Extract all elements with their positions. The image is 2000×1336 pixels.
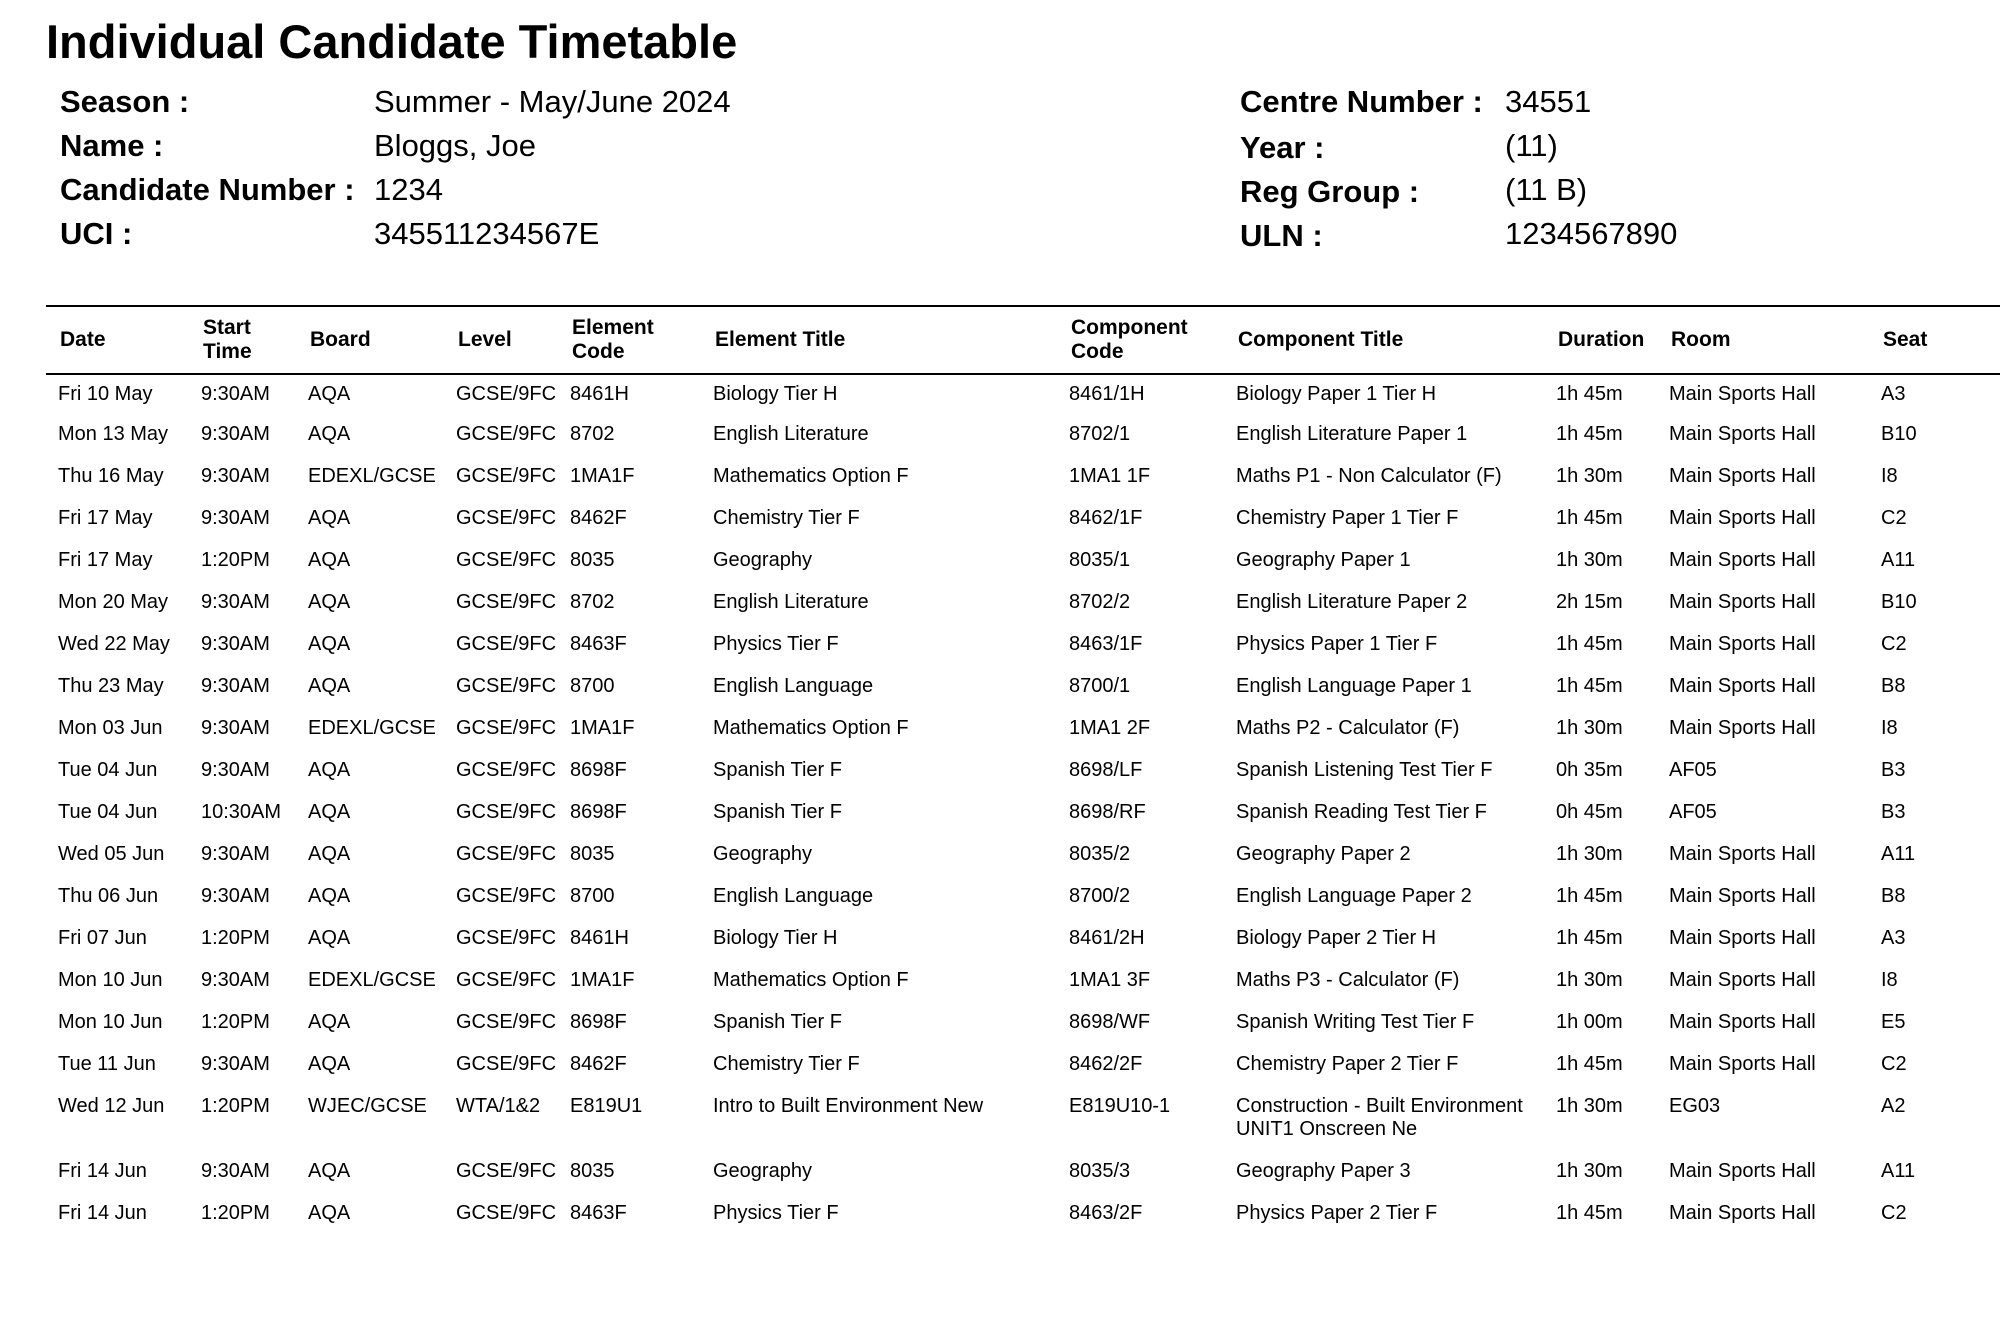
date-cell: Thu 16 May — [58, 465, 164, 487]
date-cell: Fri 17 May — [58, 549, 153, 571]
date-cell: Fri 07 Jun — [58, 927, 147, 949]
seat-cell: C2 — [1881, 633, 1907, 655]
component-title-cell: Physics Paper 2 Tier F — [1236, 1202, 1438, 1224]
room-cell: Main Sports Hall — [1669, 383, 1816, 405]
board-cell: AQA — [308, 423, 351, 445]
element-code-cell: 8463F — [570, 633, 627, 655]
seat-cell: A3 — [1881, 383, 1906, 405]
component-title-cell: Geography Paper 1 — [1236, 549, 1411, 571]
centre-number-value: 34551 — [1505, 84, 1592, 119]
duration-cell: 1h 30m — [1556, 465, 1623, 487]
date-cell: Mon 10 Jun — [58, 1011, 163, 1033]
room-cell: Main Sports Hall — [1669, 591, 1816, 613]
component-code-cell: 8702/2 — [1069, 591, 1131, 613]
year-value: (11) — [1505, 128, 1558, 163]
room-cell: Main Sports Hall — [1669, 927, 1816, 949]
seat-cell: A3 — [1881, 927, 1906, 949]
room-cell: Main Sports Hall — [1669, 633, 1816, 655]
date-cell: Mon 20 May — [58, 591, 169, 613]
element-code-cell: 8463F — [570, 1202, 627, 1224]
level-cell: GCSE/9FC — [456, 927, 557, 949]
season-label: Season : — [60, 84, 190, 119]
element-title-cell: Chemistry Tier F — [713, 1053, 860, 1075]
component-code-cell: 8700/1 — [1069, 675, 1131, 697]
board-cell: AQA — [308, 549, 351, 571]
date-cell: Mon 03 Jun — [58, 717, 163, 739]
table-row — [46, 374, 2000, 416]
level-cell: GCSE/9FC — [456, 675, 557, 697]
room-cell: Main Sports Hall — [1669, 1053, 1816, 1075]
component-title-cell: Spanish Reading Test Tier F — [1236, 801, 1487, 823]
reg-group-value: (11 B) — [1505, 172, 1588, 207]
seat-cell: I8 — [1881, 465, 1898, 487]
element-code-cell: 8035 — [570, 843, 615, 865]
element-code-cell: 1MA1F — [570, 465, 635, 487]
seat-cell: A11 — [1881, 843, 1916, 865]
date-cell: Thu 06 Jun — [58, 885, 159, 907]
uci-label: UCI : — [60, 216, 133, 251]
room-cell: AF05 — [1669, 759, 1717, 781]
component-code-cell: 1MA1 3F — [1069, 969, 1151, 991]
duration-cell: 1h 45m — [1556, 1202, 1623, 1224]
element-code-cell: 1MA1F — [570, 717, 635, 739]
component-title-cell: Spanish Listening Test Tier F — [1236, 759, 1493, 781]
board-cell: AQA — [308, 1053, 351, 1075]
element-title-cell: Biology Tier H — [713, 383, 838, 405]
date-cell: Mon 10 Jun — [58, 969, 163, 991]
board-cell: AQA — [308, 801, 351, 823]
board-cell: AQA — [308, 927, 351, 949]
room-cell: Main Sports Hall — [1669, 885, 1816, 907]
date-cell: Mon 13 May — [58, 423, 169, 445]
element-title-cell: Intro to Built Environment New — [713, 1095, 984, 1117]
element-code-cell: 8698F — [570, 801, 627, 823]
column-header-start-time: Start Time — [189, 306, 296, 374]
table-row — [46, 542, 2000, 584]
element-title-cell: Biology Tier H — [713, 927, 838, 949]
duration-cell: 1h 30m — [1556, 549, 1623, 571]
table-row — [46, 500, 2000, 542]
element-title-cell: English Literature — [713, 591, 869, 613]
seat-cell: B10 — [1881, 591, 1917, 613]
table-row — [46, 416, 2000, 458]
seat-cell: B8 — [1881, 885, 1906, 907]
board-cell: AQA — [308, 1011, 351, 1033]
table-row — [46, 752, 2000, 794]
start-time-cell: 9:30AM — [201, 633, 270, 655]
seat-cell: C2 — [1881, 1202, 1907, 1224]
start-time-cell: 9:30AM — [201, 507, 270, 529]
component-code-cell: 1MA1 2F — [1069, 717, 1151, 739]
level-cell: GCSE/9FC — [456, 423, 557, 445]
board-cell: EDEXL/GCSE — [308, 465, 436, 487]
date-cell: Fri 14 Jun — [58, 1202, 147, 1224]
duration-cell: 1h 45m — [1556, 885, 1623, 907]
component-code-cell: 8463/2F — [1069, 1202, 1143, 1224]
centre-number-label: Centre Number : — [1240, 84, 1483, 119]
component-code-cell: 8700/2 — [1069, 885, 1131, 907]
element-title-cell: English Language — [713, 675, 874, 697]
component-title-cell: Maths P1 - Non Calculator (F) — [1236, 465, 1502, 487]
element-title-cell: Physics Tier F — [713, 633, 839, 655]
year-label: Year : — [1240, 130, 1325, 165]
component-title-cell: English Literature Paper 1 — [1236, 423, 1468, 445]
uci-value: 345511234567E — [374, 216, 600, 251]
component-code-cell: 8463/1F — [1069, 633, 1143, 655]
column-header-component-code: Component Code — [1057, 306, 1224, 374]
component-title-cell: Construction - Built Environment UNIT1 Onscreen Ne — [1236, 1095, 1523, 1140]
component-title-cell: Geography Paper 2 — [1236, 843, 1411, 865]
level-cell: WTA/1&2 — [456, 1095, 541, 1117]
element-title-cell: Mathematics Option F — [713, 969, 909, 991]
element-code-cell: 1MA1F — [570, 969, 635, 991]
level-cell: GCSE/9FC — [456, 383, 557, 405]
duration-cell: 0h 35m — [1556, 759, 1623, 781]
timetable-body — [46, 374, 2000, 1237]
seat-cell: I8 — [1881, 969, 1898, 991]
start-time-cell: 9:30AM — [201, 843, 270, 865]
element-code-cell: 8462F — [570, 1053, 627, 1075]
duration-cell: 1h 45m — [1556, 927, 1623, 949]
table-row — [46, 1153, 2000, 1195]
room-cell: Main Sports Hall — [1669, 507, 1816, 529]
duration-cell: 1h 45m — [1556, 383, 1623, 405]
component-code-cell: 8035/1 — [1069, 549, 1131, 571]
component-code-cell: 8035/3 — [1069, 1160, 1131, 1182]
seat-cell: C2 — [1881, 507, 1907, 529]
component-code-cell: 8462/2F — [1069, 1053, 1143, 1075]
seat-cell: A11 — [1881, 1160, 1916, 1182]
reg-group-label: Reg Group : — [1240, 174, 1420, 209]
level-cell: GCSE/9FC — [456, 759, 557, 781]
date-cell: Tue 04 Jun — [58, 801, 158, 823]
table-row — [46, 458, 2000, 500]
start-time-cell: 1:20PM — [201, 1202, 270, 1224]
level-cell: GCSE/9FC — [456, 1160, 557, 1182]
board-cell: AQA — [308, 591, 351, 613]
date-cell: Wed 22 May — [58, 633, 170, 655]
level-cell: GCSE/9FC — [456, 1053, 557, 1075]
element-title-cell: Mathematics Option F — [713, 717, 909, 739]
level-cell: GCSE/9FC — [456, 633, 557, 655]
candidate-number-label: Candidate Number : — [60, 172, 355, 207]
date-cell: Fri 14 Jun — [58, 1160, 147, 1182]
component-code-cell: 8461/2H — [1069, 927, 1145, 949]
component-code-cell: 8698/RF — [1069, 801, 1146, 823]
table-row — [46, 1004, 2000, 1046]
element-title-cell: Mathematics Option F — [713, 465, 909, 487]
uln-value: 1234567890 — [1505, 216, 1678, 251]
table-row — [46, 584, 2000, 626]
seat-cell: B3 — [1881, 801, 1906, 823]
start-time-cell: 10:30AM — [201, 801, 282, 823]
component-code-cell: 8698/LF — [1069, 759, 1143, 781]
duration-cell: 0h 45m — [1556, 801, 1623, 823]
date-cell: Thu 23 May — [58, 675, 164, 697]
element-title-cell: Geography — [713, 549, 812, 571]
start-time-cell: 9:30AM — [201, 423, 270, 445]
component-title-cell: Spanish Writing Test Tier F — [1236, 1011, 1475, 1033]
element-code-cell: 8461H — [570, 383, 629, 405]
candidate-number-value: 1234 — [374, 172, 443, 207]
component-code-cell: 8461/1H — [1069, 383, 1145, 405]
element-title-cell: Chemistry Tier F — [713, 507, 860, 529]
level-cell: GCSE/9FC — [456, 591, 557, 613]
column-header-duration: Duration — [1544, 306, 1657, 374]
seat-cell: A2 — [1881, 1095, 1906, 1117]
room-cell: AF05 — [1669, 801, 1717, 823]
table-row — [46, 1046, 2000, 1088]
duration-cell: 1h 45m — [1556, 675, 1623, 697]
seat-cell: B10 — [1881, 423, 1917, 445]
element-title-cell: English Literature — [713, 423, 869, 445]
start-time-cell: 9:30AM — [201, 1160, 270, 1182]
element-title-cell: Geography — [713, 1160, 812, 1182]
element-title-cell: Geography — [713, 843, 812, 865]
start-time-cell: 9:30AM — [201, 969, 270, 991]
room-cell: Main Sports Hall — [1669, 1011, 1816, 1033]
column-header-room: Room — [1657, 306, 1869, 374]
uln-label: ULN : — [1240, 218, 1323, 253]
level-cell: GCSE/9FC — [456, 549, 557, 571]
start-time-cell: 9:30AM — [201, 675, 270, 697]
board-cell: AQA — [308, 759, 351, 781]
element-title-cell: Spanish Tier F — [713, 759, 842, 781]
start-time-cell: 1:20PM — [201, 1095, 270, 1117]
board-cell: EDEXL/GCSE — [308, 717, 436, 739]
element-code-cell: 8461H — [570, 927, 629, 949]
room-cell: Main Sports Hall — [1669, 843, 1816, 865]
element-title-cell: Physics Tier F — [713, 1202, 839, 1224]
timetable-table — [46, 305, 2000, 1237]
duration-cell: 1h 30m — [1556, 1095, 1623, 1117]
start-time-cell: 9:30AM — [201, 717, 270, 739]
seat-cell: E5 — [1881, 1011, 1906, 1033]
seat-cell: C2 — [1881, 1053, 1907, 1075]
table-row — [46, 962, 2000, 1004]
column-header-date: Date — [46, 306, 189, 374]
date-cell: Wed 12 Jun — [58, 1095, 165, 1117]
date-cell: Fri 10 May — [58, 383, 153, 405]
duration-cell: 1h 45m — [1556, 1053, 1623, 1075]
duration-cell: 1h 30m — [1556, 969, 1623, 991]
name-label: Name : — [60, 128, 164, 163]
element-title-cell: Spanish Tier F — [713, 1011, 842, 1033]
level-cell: GCSE/9FC — [456, 969, 557, 991]
board-cell: AQA — [308, 1160, 351, 1182]
duration-cell: 1h 30m — [1556, 1160, 1623, 1182]
element-code-cell: 8702 — [570, 591, 615, 613]
column-header-element-title: Element Title — [701, 306, 1057, 374]
board-cell: EDEXL/GCSE — [308, 969, 436, 991]
seat-cell: A11 — [1881, 549, 1916, 571]
room-cell: Main Sports Hall — [1669, 549, 1816, 571]
duration-cell: 2h 15m — [1556, 591, 1623, 613]
room-cell: Main Sports Hall — [1669, 675, 1816, 697]
table-row — [46, 668, 2000, 710]
start-time-cell: 1:20PM — [201, 927, 270, 949]
table-row — [46, 878, 2000, 920]
table-row — [46, 710, 2000, 752]
level-cell: GCSE/9FC — [456, 843, 557, 865]
component-title-cell: Maths P2 - Calculator (F) — [1236, 717, 1460, 739]
element-code-cell: 8462F — [570, 507, 627, 529]
seat-cell: I8 — [1881, 717, 1898, 739]
component-code-cell: 8702/1 — [1069, 423, 1131, 445]
room-cell: EG03 — [1669, 1095, 1721, 1117]
component-code-cell: 8698/WF — [1069, 1011, 1151, 1033]
board-cell: WJEC/GCSE — [308, 1095, 427, 1117]
column-header-board: Board — [296, 306, 444, 374]
start-time-cell: 1:20PM — [201, 1011, 270, 1033]
page-title: Individual Candidate Timetable — [46, 15, 738, 68]
board-cell: AQA — [308, 633, 351, 655]
room-cell: Main Sports Hall — [1669, 423, 1816, 445]
level-cell: GCSE/9FC — [456, 465, 557, 487]
start-time-cell: 9:30AM — [201, 759, 270, 781]
component-title-cell: Physics Paper 1 Tier F — [1236, 633, 1438, 655]
level-cell: GCSE/9FC — [456, 507, 557, 529]
element-code-cell: 8702 — [570, 423, 615, 445]
element-code-cell: 8700 — [570, 885, 615, 907]
duration-cell: 1h 30m — [1556, 717, 1623, 739]
component-title-cell: English Literature Paper 2 — [1236, 591, 1468, 613]
column-header-component-title: Component Title — [1224, 306, 1544, 374]
date-cell: Wed 05 Jun — [58, 843, 165, 865]
element-code-cell: 8035 — [570, 1160, 615, 1182]
column-header-level: Level — [444, 306, 558, 374]
component-title-cell: English Language Paper 1 — [1236, 675, 1472, 697]
start-time-cell: 9:30AM — [201, 885, 270, 907]
table-row — [46, 794, 2000, 836]
board-cell: AQA — [308, 843, 351, 865]
level-cell: GCSE/9FC — [456, 885, 557, 907]
element-title-cell: Spanish Tier F — [713, 801, 842, 823]
table-row — [46, 920, 2000, 962]
board-cell: AQA — [308, 675, 351, 697]
component-title-cell: Biology Paper 2 Tier H — [1236, 927, 1437, 949]
component-code-cell: E819U10-1 — [1069, 1095, 1171, 1117]
room-cell: Main Sports Hall — [1669, 465, 1816, 487]
date-cell: Tue 04 Jun — [58, 759, 158, 781]
date-cell: Fri 17 May — [58, 507, 153, 529]
duration-cell: 1h 45m — [1556, 423, 1623, 445]
duration-cell: 1h 00m — [1556, 1011, 1623, 1033]
seat-cell: B8 — [1881, 675, 1906, 697]
column-header-element-code: Element Code — [558, 306, 701, 374]
level-cell: GCSE/9FC — [456, 1202, 557, 1224]
start-time-cell: 9:30AM — [201, 465, 270, 487]
component-title-cell: English Language Paper 2 — [1236, 885, 1472, 907]
start-time-cell: 9:30AM — [201, 1053, 270, 1075]
start-time-cell: 9:30AM — [201, 383, 270, 405]
component-title-cell: Maths P3 - Calculator (F) — [1236, 969, 1460, 991]
date-cell: Tue 11 Jun — [58, 1053, 156, 1075]
room-cell: Main Sports Hall — [1669, 969, 1816, 991]
board-cell: AQA — [308, 1202, 351, 1224]
element-title-cell: English Language — [713, 885, 874, 907]
duration-cell: 1h 45m — [1556, 507, 1623, 529]
component-title-cell: Chemistry Paper 2 Tier F — [1236, 1053, 1459, 1075]
room-cell: Main Sports Hall — [1669, 1160, 1816, 1182]
element-code-cell: 8700 — [570, 675, 615, 697]
duration-cell: 1h 30m — [1556, 843, 1623, 865]
room-cell: Main Sports Hall — [1669, 1202, 1816, 1224]
level-cell: GCSE/9FC — [456, 801, 557, 823]
component-code-cell: 1MA1 1F — [1069, 465, 1151, 487]
component-title-cell: Biology Paper 1 Tier H — [1236, 383, 1437, 405]
column-header-seat: Seat — [1869, 306, 2000, 374]
seat-cell: B3 — [1881, 759, 1906, 781]
season-value: Summer - May/June 2024 — [374, 84, 731, 119]
component-title-cell: Chemistry Paper 1 Tier F — [1236, 507, 1459, 529]
start-time-cell: 9:30AM — [201, 591, 270, 613]
board-cell: AQA — [308, 885, 351, 907]
level-cell: GCSE/9FC — [456, 1011, 557, 1033]
element-code-cell: 8698F — [570, 759, 627, 781]
component-title-cell: Geography Paper 3 — [1236, 1160, 1411, 1182]
duration-cell: 1h 45m — [1556, 633, 1623, 655]
table-row — [46, 1088, 2000, 1153]
board-cell: AQA — [308, 383, 351, 405]
component-code-cell: 8035/2 — [1069, 843, 1131, 865]
name-value: Bloggs, Joe — [374, 128, 536, 163]
level-cell: GCSE/9FC — [456, 717, 557, 739]
component-code-cell: 8462/1F — [1069, 507, 1143, 529]
start-time-cell: 1:20PM — [201, 549, 270, 571]
element-code-cell: E819U1 — [570, 1095, 643, 1117]
table-header-row — [46, 306, 2000, 374]
room-cell: Main Sports Hall — [1669, 717, 1816, 739]
board-cell: AQA — [308, 507, 351, 529]
element-code-cell: 8698F — [570, 1011, 627, 1033]
table-row — [46, 1195, 2000, 1237]
element-code-cell: 8035 — [570, 549, 615, 571]
table-row — [46, 626, 2000, 668]
table-row — [46, 836, 2000, 878]
